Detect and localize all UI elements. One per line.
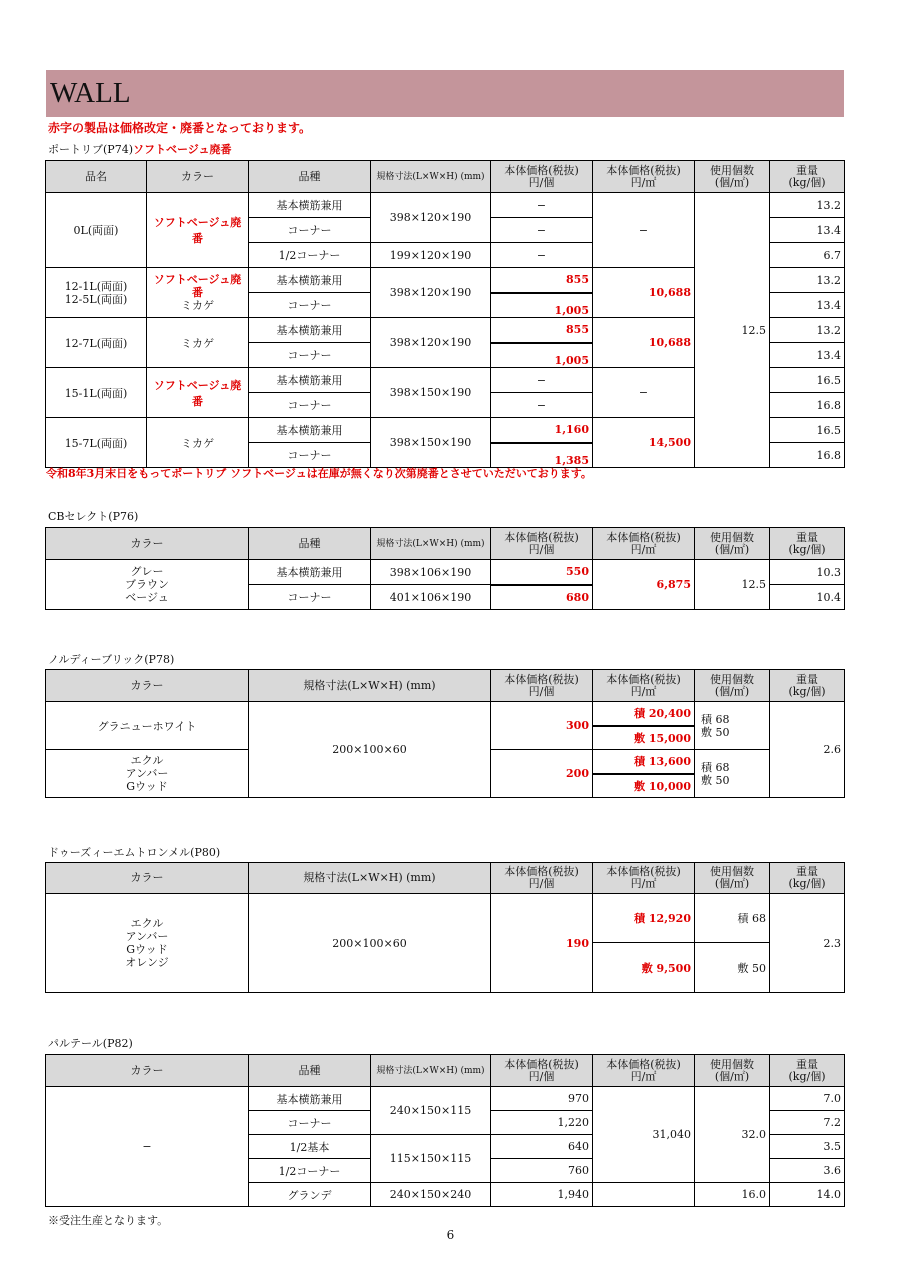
- portrib-footnote: 令和8年3月末日をもってポートリブ ソフトベージュは在庫が無くなり次第廃番とさせていただいております。: [46, 467, 592, 480]
- color-cell: エクル アンバー Gウッド オレンジ: [46, 894, 249, 993]
- size-cell: 240×150×240: [371, 1183, 491, 1207]
- weight-cell: 10.3: [770, 560, 845, 585]
- product-name: [48, 143, 232, 157]
- type-cell: 基本横筋兼用: [249, 560, 371, 585]
- size-cell: 200×100×60: [249, 894, 491, 993]
- price-cell: −: [491, 193, 593, 218]
- m2-price-cell: −: [593, 368, 695, 418]
- product-name: パルテール(P82): [48, 1037, 133, 1050]
- m2-price-cell: 積 20,400: [593, 702, 695, 726]
- size-cell: 398×120×190: [371, 268, 491, 318]
- usage-cell: 敷 50: [695, 943, 770, 993]
- m2-price-cell: 10,688: [593, 318, 695, 368]
- col-price-each: 本体価格(税抜) 円/個: [491, 1055, 593, 1087]
- hinmei-cell: 0L(両面): [46, 193, 147, 268]
- type-cell: 1/2コーナー: [249, 243, 371, 268]
- product-name: ノルディーブリック(P78): [48, 653, 175, 666]
- col-shurui: 品種: [249, 528, 371, 560]
- col-weight: 重量 (kg/個): [770, 1055, 845, 1087]
- douzieme-table: [45, 862, 845, 993]
- price-cell: 200: [491, 750, 593, 798]
- parterre-table: [45, 1054, 845, 1207]
- usage-cell: 積 68: [695, 894, 770, 943]
- product-name-red: ソフトベージュ廃番: [132, 143, 232, 156]
- price-cell: 1,385: [491, 443, 593, 468]
- col-usage: 使用個数 (個/㎡): [695, 161, 770, 193]
- size-cell: 398×120×190: [371, 318, 491, 368]
- col-price-each: 本体価格(税抜) 円/個: [491, 528, 593, 560]
- price-cell: 1,160: [491, 418, 593, 443]
- col-price-m2: 本体価格(税抜) 円/㎡: [593, 528, 695, 560]
- col-size: 規格寸法(L×W×H) (mm): [249, 863, 491, 894]
- weight-cell: 7.0: [770, 1087, 845, 1111]
- col-usage: 使用個数 (個/㎡): [695, 528, 770, 560]
- col-size: 規格寸法(L×W×H) (mm): [371, 1055, 491, 1087]
- col-hinmei: 品名: [46, 161, 147, 193]
- type-cell: 基本横筋兼用: [249, 318, 371, 343]
- col-weight: 重量 (kg/個): [770, 670, 845, 702]
- m2-price-cell: [593, 1183, 695, 1207]
- col-weight: 重量 (kg/個): [770, 863, 845, 894]
- hinmei-cell: 12-1L(両面) 12-5L(両面): [46, 268, 147, 318]
- type-cell: 基本横筋兼用: [249, 418, 371, 443]
- price-cell: 550: [491, 560, 593, 585]
- m2-price-cell: 敷 10,000: [593, 774, 695, 798]
- table-row: [46, 1087, 845, 1111]
- color-cell: ミカゲ: [147, 318, 249, 368]
- weight-cell: 13.4: [770, 293, 845, 318]
- type-cell: グランデ: [249, 1183, 371, 1207]
- price-cell: −: [491, 243, 593, 268]
- m2-price-cell: 6,875: [593, 560, 695, 610]
- m2-price-cell: 14,500: [593, 418, 695, 468]
- weight-cell: 6.7: [770, 243, 845, 268]
- hinmei-cell: 12-7L(両面): [46, 318, 147, 368]
- price-cell: 1,005: [491, 343, 593, 368]
- usage-cell: 12.5: [695, 560, 770, 610]
- color-cell: エクル アンバー Gウッド: [46, 750, 249, 798]
- usage-cell: 12.5: [695, 193, 770, 468]
- price-cell: −: [491, 393, 593, 418]
- price-cell: 970: [491, 1087, 593, 1111]
- size-cell: 398×150×190: [371, 418, 491, 468]
- type-cell: コーナー: [249, 1111, 371, 1135]
- cbselect-table: [45, 527, 845, 610]
- weight-cell: 2.3: [770, 894, 845, 993]
- col-usage: 使用個数 (個/㎡): [695, 1055, 770, 1087]
- size-cell: 398×150×190: [371, 368, 491, 418]
- col-color: カラー: [46, 1055, 249, 1087]
- price-cell: 1,940: [491, 1183, 593, 1207]
- col-shurui: 品種: [249, 161, 371, 193]
- type-cell: 基本横筋兼用: [249, 1087, 371, 1111]
- type-cell: 1/2基本: [249, 1135, 371, 1159]
- type-cell: 基本横筋兼用: [249, 368, 371, 393]
- weight-cell: 16.8: [770, 443, 845, 468]
- color-cell: −: [46, 1087, 249, 1207]
- weight-cell: 16.5: [770, 418, 845, 443]
- m2-price-cell: 敷 15,000: [593, 726, 695, 750]
- usage-cell: 積 68 敷 50: [695, 702, 770, 750]
- type-cell: コーナー: [249, 343, 371, 368]
- weight-cell: 13.4: [770, 218, 845, 243]
- m2-price-cell: 敷 9,500: [593, 943, 695, 993]
- usage-cell: 積 68 敷 50: [695, 750, 770, 798]
- m2-price-cell: −: [593, 193, 695, 268]
- col-size: 規格寸法(L×W×H) (mm): [249, 670, 491, 702]
- weight-cell: 2.6: [770, 702, 845, 798]
- section-title-bar: [46, 70, 844, 117]
- price-cell: 855: [491, 318, 593, 343]
- product-name: CBセレクト(P76): [48, 510, 139, 523]
- col-price-m2: 本体価格(税抜) 円/㎡: [593, 161, 695, 193]
- col-price-m2: 本体価格(税抜) 円/㎡: [593, 1055, 695, 1087]
- m2-price-cell: 10,688: [593, 268, 695, 318]
- price-cell: 190: [491, 894, 593, 993]
- type-cell: コーナー: [249, 443, 371, 468]
- price-cell: 640: [491, 1135, 593, 1159]
- product-name-label: ポートリブ(P74): [48, 143, 133, 156]
- usage-cell: 16.0: [695, 1183, 770, 1207]
- col-color: カラー: [46, 528, 249, 560]
- parterre-footnote: ※受注生産となります。: [48, 1214, 169, 1227]
- col-usage: 使用個数 (個/㎡): [695, 863, 770, 894]
- m2-price-cell: 積 12,920: [593, 894, 695, 943]
- table-row: [46, 702, 845, 726]
- size-cell: 401×106×190: [371, 585, 491, 610]
- portrib-table: [45, 160, 845, 468]
- col-price-each: 本体価格(税抜) 円/個: [491, 670, 593, 702]
- table-row: [46, 894, 845, 943]
- weight-cell: 13.2: [770, 318, 845, 343]
- color-cell: ソフトベージュ廃番: [147, 193, 249, 268]
- size-cell: 398×106×190: [371, 560, 491, 585]
- size-cell: 115×150×115: [371, 1135, 491, 1183]
- color-cell: ミカゲ: [147, 418, 249, 468]
- type-cell: コーナー: [249, 293, 371, 318]
- weight-cell: 14.0: [770, 1183, 845, 1207]
- color-cell: ソフトベージュ廃番 ミカゲ: [147, 268, 249, 318]
- weight-cell: 13.2: [770, 268, 845, 293]
- col-price-m2: 本体価格(税抜) 円/㎡: [593, 670, 695, 702]
- color-cell: グレー ブラウン ベージュ: [46, 560, 249, 610]
- weight-cell: 13.4: [770, 343, 845, 368]
- page-number: 6: [446, 1228, 455, 1242]
- color-cell: グラニューホワイト: [46, 702, 249, 750]
- table-row: [46, 193, 845, 218]
- weight-cell: 7.2: [770, 1111, 845, 1135]
- price-cell: 1,220: [491, 1111, 593, 1135]
- type-cell: 1/2コーナー: [249, 1159, 371, 1183]
- hinmei-cell: 15-7L(両面): [46, 418, 147, 468]
- col-color: カラー: [147, 161, 249, 193]
- size-cell: 199×120×190: [371, 243, 491, 268]
- type-cell: 基本横筋兼用: [249, 193, 371, 218]
- price-cell: 1,005: [491, 293, 593, 318]
- col-price-each: 本体価格(税抜) 円/個: [491, 161, 593, 193]
- page-title: WALL: [50, 77, 131, 109]
- size-cell: 398×120×190: [371, 193, 491, 243]
- col-weight: 重量 (kg/個): [770, 161, 845, 193]
- price-cell: 300: [491, 702, 593, 750]
- price-cell: −: [491, 218, 593, 243]
- m2-price-cell: 積 13,600: [593, 750, 695, 774]
- price-cell: 760: [491, 1159, 593, 1183]
- m2-price-cell: 31,040: [593, 1087, 695, 1183]
- size-cell: 240×150×115: [371, 1087, 491, 1135]
- color-cell: ソフトベージュ廃番: [147, 368, 249, 418]
- size-cell: 200×100×60: [249, 702, 491, 798]
- type-cell: コーナー: [249, 218, 371, 243]
- notice-text: 赤字の製品は価格改定・廃番となっております。: [48, 121, 312, 135]
- weight-cell: 16.5: [770, 368, 845, 393]
- product-name: ドゥーズィーエムトロンメル(P80): [48, 846, 221, 859]
- col-color: カラー: [46, 863, 249, 894]
- price-cell: 855: [491, 268, 593, 293]
- col-size: 規格寸法(L×W×H) (mm): [371, 161, 491, 193]
- col-shurui: 品種: [249, 1055, 371, 1087]
- weight-cell: 3.6: [770, 1159, 845, 1183]
- weight-cell: 13.2: [770, 193, 845, 218]
- type-cell: コーナー: [249, 585, 371, 610]
- type-cell: 基本横筋兼用: [249, 268, 371, 293]
- type-cell: コーナー: [249, 393, 371, 418]
- weight-cell: 3.5: [770, 1135, 845, 1159]
- col-usage: 使用個数 (個/㎡): [695, 670, 770, 702]
- weight-cell: 10.4: [770, 585, 845, 610]
- hinmei-cell: 15-1L(両面): [46, 368, 147, 418]
- col-weight: 重量 (kg/個): [770, 528, 845, 560]
- col-color: カラー: [46, 670, 249, 702]
- weight-cell: 16.8: [770, 393, 845, 418]
- col-price-m2: 本体価格(税抜) 円/㎡: [593, 863, 695, 894]
- price-cell: 680: [491, 585, 593, 610]
- nordic-brick-table: [45, 669, 845, 798]
- col-size: 規格寸法(L×W×H) (mm): [371, 528, 491, 560]
- table-row: [46, 560, 845, 585]
- price-cell: −: [491, 368, 593, 393]
- col-price-each: 本体価格(税抜) 円/個: [491, 863, 593, 894]
- usage-cell: 32.0: [695, 1087, 770, 1183]
